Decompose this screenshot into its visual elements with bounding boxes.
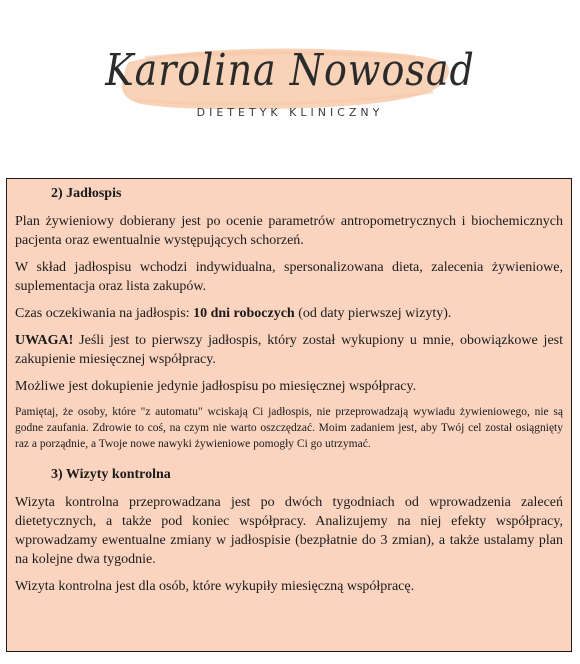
- page-header: [0, 0, 580, 150]
- paragraph-follow-up: Wizyta kontrolna przeprowadzana jest po dwóch tygodniach od wprowadzenia zaleceń dietetycznych, a także pod koniec współpracy. Analizujemy na niej efekty współpracy, wprowadzamy ewentualne zmiany w jadłospisie (bezpłatnie do 3 zmian), a także ustalamy plan na kolejne dwa tygodnie.: [15, 495, 563, 567]
- paragraph-contents: W skład jadłospisu wchodzi indywidualna, spersonalizowana dieta, zalecenia żywieniowe, suplementacja oraz lista zakupów.: [15, 260, 563, 294]
- logo-subtitle: DIETETYK KLINICZNY: [196, 106, 384, 119]
- info-box: [6, 178, 572, 652]
- wait-suffix: (od daty pierwszej wizyty).: [294, 306, 452, 321]
- section-title-follow-up: 3) Wizyty kontrolna: [51, 467, 171, 482]
- paragraph-possible: Możliwe jest dokupienie jedynie jadłospisu po miesięcznej współpracy.: [15, 379, 417, 394]
- warning-text: Jeśli jest to pierwszy jadłospis, który został wykupiony u mnie, obowiązkowe jest zakupienie miesięcznej współpracy.: [15, 333, 563, 367]
- wait-prefix: Czas oczekiwania na jadłospis:: [15, 306, 194, 321]
- warning-label: UWAGA!: [15, 333, 74, 348]
- paragraph-note: Pamiętaj, że osoby, które "z automatu" wciskają Ci jadłospis, nie przeprowadzają wywiadu żywieniowego, nie są godne zaufania. Zdrowie to coś, na czym nie warto oszczędzać. Moim zadaniem jest, aby Twój cel został osiągnięty raz a porządnie, a Twoje nowe nawyki żywieniowe pomogły Ci go utrzymać.: [15, 406, 563, 450]
- section-title-diet-plan: 2) Jadłospis: [51, 186, 122, 201]
- paragraph-plan: Plan żywieniowy dobierany jest po ocenie parametrów antropometrycznych i biochemicznych pacjenta oraz ewentualnie występujących schorzeń.: [15, 214, 563, 248]
- logo-name: Karolina Nowosad: [105, 44, 475, 96]
- paragraph-wait-time: [15, 304, 563, 323]
- paragraph-warning: [15, 331, 563, 369]
- paragraph-follow-up-eligibility: Wizyta kontrolna jest dla osób, które wykupiły miesięczną współpracę.: [15, 579, 415, 594]
- wait-duration: 10 dni roboczych: [193, 306, 295, 321]
